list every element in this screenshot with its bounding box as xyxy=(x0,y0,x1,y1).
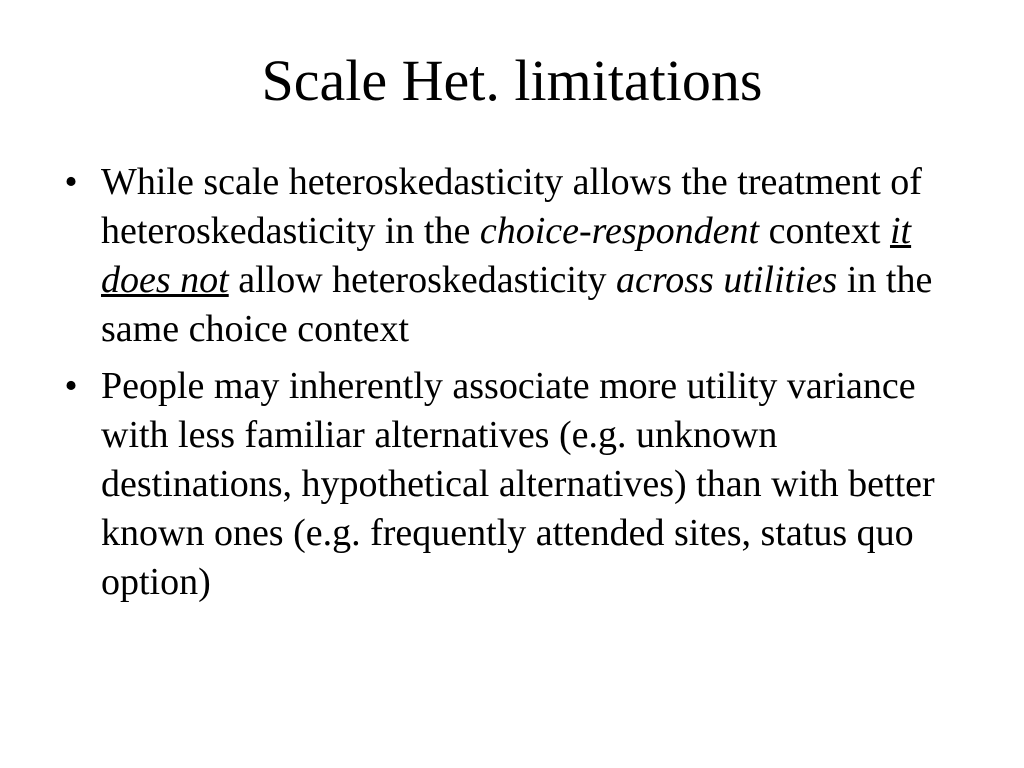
bullet-1-text: in the same choice context xyxy=(101,259,933,350)
bullet-list xyxy=(56,158,966,615)
bullet-1-italic-choice-respondent: choice-respondent xyxy=(479,210,760,252)
bullet-1-text: While scale heteroskedasticity allows the treatment of heteroskedasticity in the xyxy=(101,161,922,252)
bullet-1-italic-across-utilities: across utilities xyxy=(616,259,838,301)
bullet-icon: • xyxy=(64,161,78,203)
bullet-icon: • xyxy=(64,365,78,407)
bullet-1-text: allow heteroskedasticity xyxy=(228,259,616,301)
slide-title: Scale Het. limitations xyxy=(261,48,763,113)
bullet-item-1 xyxy=(56,158,966,354)
bullet-2-text: People may inherently associate more utility variance with less familiar alternatives (e.g. unknown destinations, hypothetical alternatives) than with better known ones (e.g. frequently attended sites, status quo option) xyxy=(101,365,935,603)
bullet-1-text: context xyxy=(759,210,890,252)
bullet-1-emphasis-it-does-not: it does not xyxy=(101,210,912,301)
bullet-item-2 xyxy=(56,362,966,607)
